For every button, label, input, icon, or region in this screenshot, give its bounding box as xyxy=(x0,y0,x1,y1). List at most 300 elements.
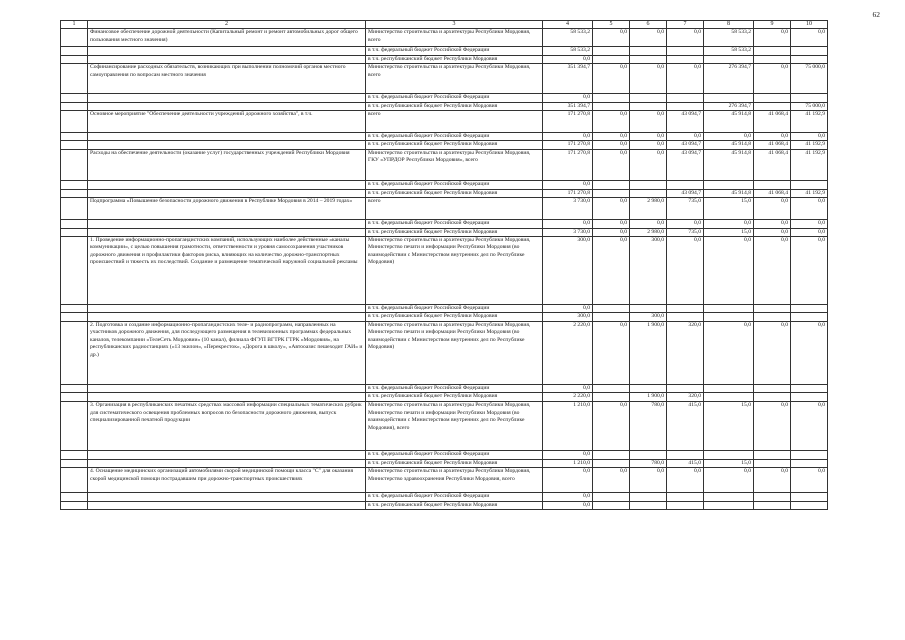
amount-cell xyxy=(754,451,791,459)
amount-cell xyxy=(704,501,754,509)
executor-cell: всего xyxy=(366,111,543,133)
table-row xyxy=(61,313,828,321)
executor-cell: Министерство строительства и архитектуры Республики Мордовия, Министерство печати и информации Республики Мордовия (во взаимодействии с Министерством внутренних дел по Республике Мордовия) xyxy=(366,321,543,384)
amount-cell xyxy=(667,94,704,102)
executor-cell: в т.ч. федеральный бюджет Российской Федерации xyxy=(366,180,543,189)
amount-cell xyxy=(791,180,828,189)
activity-name-cell: 3. Организация в республиканских печатных средствах массовой информации специальных тематических рубрик для систематического освещения проблемных вопросов по безопасности дорожного движения, выпуск специализированной печатной продукции xyxy=(88,402,366,451)
amount-cell xyxy=(667,451,704,459)
amount-cell: 0,0 xyxy=(593,228,630,236)
amount-cell: 0,0 xyxy=(791,220,828,228)
header-cell: 5 xyxy=(593,21,630,29)
amount-cell: 0,0 xyxy=(543,305,593,313)
table-row xyxy=(61,220,828,228)
amount-cell xyxy=(630,384,667,392)
amount-cell: 2 980,0 xyxy=(630,228,667,236)
amount-cell xyxy=(630,501,667,509)
amount-cell: 0,0 xyxy=(704,237,754,305)
amount-cell xyxy=(630,94,667,102)
amount-cell: 0,0 xyxy=(791,402,828,451)
amount-cell: 0,0 xyxy=(754,228,791,236)
executor-cell: Министерство строительства и архитектуры Республики Мордовия, Министерство здравоохранения Республики Мордовия, всего xyxy=(366,468,543,493)
row-number-cell xyxy=(61,501,88,509)
amount-cell: 300,0 xyxy=(543,237,593,305)
amount-cell: 1 900,0 xyxy=(630,393,667,402)
table-row xyxy=(61,468,828,493)
amount-cell: 41 192,9 xyxy=(791,111,828,133)
header-cell: 4 xyxy=(543,21,593,29)
amount-cell xyxy=(791,493,828,501)
activity-name-cell xyxy=(88,133,366,141)
amount-cell: 1 900,0 xyxy=(630,321,667,384)
amount-cell xyxy=(667,180,704,189)
amount-cell xyxy=(754,384,791,392)
amount-cell xyxy=(630,180,667,189)
amount-cell: 43 094,7 xyxy=(667,149,704,180)
executor-cell: в т.ч. республиканский бюджет Республики Мордовия xyxy=(366,313,543,321)
amount-cell xyxy=(593,313,630,321)
row-number-cell xyxy=(61,102,88,110)
row-number-cell xyxy=(61,149,88,180)
page-number: 62 xyxy=(872,10,880,19)
activity-name-cell xyxy=(88,102,366,110)
table-row xyxy=(61,55,828,63)
amount-cell xyxy=(754,55,791,63)
amount-cell xyxy=(754,180,791,189)
amount-cell: 0,0 xyxy=(754,29,791,47)
row-number-cell xyxy=(61,133,88,141)
activity-name-cell: Финансовое обеспечение дорожной деятельности (Капитальный ремонт и ремонт автомобильных дорог общего пользования местного значения) xyxy=(88,29,366,47)
amount-cell: 58 533,2 xyxy=(543,47,593,55)
amount-cell xyxy=(754,102,791,110)
amount-cell: 1 210,0 xyxy=(543,402,593,451)
amount-cell xyxy=(791,393,828,402)
amount-cell: 0,0 xyxy=(791,321,828,384)
amount-cell: 3 730,0 xyxy=(543,228,593,236)
amount-cell: 300,0 xyxy=(630,313,667,321)
amount-cell: 171 270,8 xyxy=(543,111,593,133)
amount-cell: 0,0 xyxy=(630,149,667,180)
activity-name-cell xyxy=(88,501,366,509)
executor-cell: Министерство строительства и архитектуры Республики Мордовия, всего xyxy=(366,64,543,94)
amount-cell xyxy=(791,305,828,313)
table-row xyxy=(61,111,828,133)
amount-cell: 320,0 xyxy=(667,393,704,402)
table-row xyxy=(61,501,828,509)
amount-cell xyxy=(667,305,704,313)
amount-cell xyxy=(593,493,630,501)
amount-cell xyxy=(593,451,630,459)
amount-cell xyxy=(754,47,791,55)
table-row xyxy=(61,64,828,94)
activity-name-cell: 1. Проведение информационно-пропагандистских компаний, использующих наиболее действенные «каналы коммуникации», с целью повышения грамотности, ответственности и уровня самосохранения участников дорожного движения и профилактики факторов риска, влияющих на количество дорожно-транспортных происшествий и тяжесть их последствий. Создание и размещение тематической наружной социальной рекламы xyxy=(88,237,366,305)
amount-cell xyxy=(704,451,754,459)
activity-name-cell: Подпрограмма «Повышение безопасности дорожного движения в Республике Мордовия в 2014 – 2019 годах» xyxy=(88,198,366,220)
amount-cell: 41 068,4 xyxy=(754,149,791,180)
amount-cell: 0,0 xyxy=(704,220,754,228)
amount-cell: 0,0 xyxy=(754,220,791,228)
row-number-cell xyxy=(61,189,88,197)
activity-name-cell xyxy=(88,141,366,149)
amount-cell: 0,0 xyxy=(791,228,828,236)
amount-cell: 0,0 xyxy=(593,321,630,384)
executor-cell: в т.ч. федеральный бюджет Российской Федерации xyxy=(366,94,543,102)
row-number-cell xyxy=(61,198,88,220)
amount-cell xyxy=(630,189,667,197)
header-cell: 2 xyxy=(88,21,366,29)
row-number-cell xyxy=(61,180,88,189)
amount-cell xyxy=(791,451,828,459)
amount-cell: 58 533,2 xyxy=(543,29,593,47)
amount-cell: 0,0 xyxy=(704,133,754,141)
amount-cell xyxy=(593,180,630,189)
amount-cell xyxy=(754,501,791,509)
amount-cell xyxy=(791,459,828,467)
executor-cell: в т.ч. республиканский бюджет Республики Мордовия xyxy=(366,228,543,236)
amount-cell: 15,0 xyxy=(704,228,754,236)
amount-cell xyxy=(593,94,630,102)
amount-cell: 171 270,8 xyxy=(543,189,593,197)
amount-cell: 0,0 xyxy=(791,468,828,493)
amount-cell: 0,0 xyxy=(593,133,630,141)
amount-cell xyxy=(791,313,828,321)
amount-cell: 43 094,7 xyxy=(667,141,704,149)
executor-cell: в т.ч. республиканский бюджет Республики Мордовия xyxy=(366,501,543,509)
amount-cell: 0,0 xyxy=(667,29,704,47)
row-number-cell xyxy=(61,237,88,305)
amount-cell: 43 094,7 xyxy=(667,189,704,197)
amount-cell xyxy=(791,384,828,392)
executor-cell: в т.ч. федеральный бюджет Российской Федерации xyxy=(366,305,543,313)
amount-cell xyxy=(704,305,754,313)
row-number-cell xyxy=(61,393,88,402)
amount-cell xyxy=(593,305,630,313)
row-number-cell xyxy=(61,111,88,133)
activity-name-cell xyxy=(88,459,366,467)
amount-cell: 58 533,2 xyxy=(704,47,754,55)
executor-cell: в т.ч. федеральный бюджет Российской Федерации xyxy=(366,384,543,392)
amount-cell: 0,0 xyxy=(630,220,667,228)
amount-cell xyxy=(754,94,791,102)
table-row xyxy=(61,189,828,197)
amount-cell: 2 980,0 xyxy=(630,198,667,220)
header-row xyxy=(61,21,828,29)
amount-cell: 0,0 xyxy=(791,29,828,47)
amount-cell: 0,0 xyxy=(593,220,630,228)
amount-cell: 45 914,8 xyxy=(704,111,754,133)
amount-cell: 0,0 xyxy=(543,180,593,189)
amount-cell xyxy=(754,493,791,501)
executor-cell: в т.ч. республиканский бюджет Республики Мордовия xyxy=(366,55,543,63)
amount-cell: 0,0 xyxy=(543,384,593,392)
amount-cell: 0,0 xyxy=(593,64,630,94)
row-number-cell xyxy=(61,228,88,236)
amount-cell: 43 094,7 xyxy=(667,111,704,133)
amount-cell xyxy=(667,501,704,509)
amount-cell xyxy=(630,55,667,63)
amount-cell: 0,0 xyxy=(791,237,828,305)
row-number-cell xyxy=(61,305,88,313)
executor-cell: в т.ч. федеральный бюджет Российской Федерации xyxy=(366,451,543,459)
activity-name-cell: Софинансирование расходных обязательств, возникающих при выполнении полномочий органов местного самоуправления по вопросам местного значения xyxy=(88,64,366,94)
amount-cell: 0,0 xyxy=(704,321,754,384)
amount-cell: 0,0 xyxy=(543,55,593,63)
amount-cell: 2 220,0 xyxy=(543,393,593,402)
activity-name-cell xyxy=(88,451,366,459)
executor-cell: Министерство строительства и архитектуры Республики Мордовия, Министерство печати и информации Республики Мордовия (во взаимодействии с Министерством внутренних дел по Республике Мордовия), всего xyxy=(366,402,543,451)
amount-cell xyxy=(754,393,791,402)
amount-cell: 0,0 xyxy=(754,321,791,384)
amount-cell xyxy=(593,189,630,197)
amount-cell: 0,0 xyxy=(593,111,630,133)
amount-cell xyxy=(630,47,667,55)
table-row xyxy=(61,133,828,141)
activity-name-cell xyxy=(88,228,366,236)
header-cell: 3 xyxy=(366,21,543,29)
amount-cell: 0,0 xyxy=(791,198,828,220)
table-row xyxy=(61,180,828,189)
amount-cell: 0,0 xyxy=(667,64,704,94)
activity-name-cell: Основное мероприятие "Обеспечение деятельности учреждений дорожного хозяйства", в т.ч. xyxy=(88,111,366,133)
header-cell: 10 xyxy=(791,21,828,29)
amount-cell: 75 000,0 xyxy=(791,102,828,110)
activity-name-cell xyxy=(88,189,366,197)
activity-name-cell xyxy=(88,47,366,55)
amount-cell: 0,0 xyxy=(791,133,828,141)
amount-cell xyxy=(754,313,791,321)
amount-cell: 276 394,7 xyxy=(704,102,754,110)
amount-cell xyxy=(791,55,828,63)
executor-cell: в т.ч. федеральный бюджет Российской Федерации xyxy=(366,133,543,141)
executor-cell: в т.ч. федеральный бюджет Российской Федерации xyxy=(366,47,543,55)
amount-cell: 171 270,8 xyxy=(543,141,593,149)
amount-cell: 415,0 xyxy=(667,459,704,467)
executor-cell: в т.ч. федеральный бюджет Российской Федерации xyxy=(366,220,543,228)
row-number-cell xyxy=(61,29,88,47)
budget-table xyxy=(60,20,828,510)
amount-cell xyxy=(704,313,754,321)
amount-cell xyxy=(667,47,704,55)
table-row xyxy=(61,237,828,305)
table-row xyxy=(61,94,828,102)
amount-cell: 0,0 xyxy=(593,237,630,305)
amount-cell xyxy=(704,393,754,402)
amount-cell xyxy=(667,55,704,63)
amount-cell xyxy=(593,102,630,110)
activity-name-cell xyxy=(88,384,366,392)
row-number-cell xyxy=(61,402,88,451)
amount-cell xyxy=(630,102,667,110)
amount-cell: 0,0 xyxy=(754,198,791,220)
activity-name-cell xyxy=(88,180,366,189)
amount-cell xyxy=(704,94,754,102)
row-number-cell xyxy=(61,64,88,94)
amount-cell: 0,0 xyxy=(754,64,791,94)
table-row xyxy=(61,321,828,384)
amount-cell: 0,0 xyxy=(630,111,667,133)
amount-cell: 780,0 xyxy=(630,459,667,467)
executor-cell: Министерство строительства и архитектуры Республики Мордовия, всего xyxy=(366,29,543,47)
amount-cell xyxy=(630,305,667,313)
amount-cell: 300,0 xyxy=(630,237,667,305)
amount-cell: 0,0 xyxy=(630,468,667,493)
amount-cell: 41 192,9 xyxy=(791,149,828,180)
amount-cell xyxy=(791,501,828,509)
amount-cell: 45 914,8 xyxy=(704,189,754,197)
amount-cell xyxy=(593,501,630,509)
amount-cell: 15,0 xyxy=(704,198,754,220)
amount-cell: 300,0 xyxy=(543,313,593,321)
amount-cell: 780,0 xyxy=(630,402,667,451)
amount-cell: 0,0 xyxy=(543,501,593,509)
amount-cell xyxy=(593,55,630,63)
amount-cell: 0,0 xyxy=(593,29,630,47)
table-row xyxy=(61,141,828,149)
row-number-cell xyxy=(61,459,88,467)
amount-cell xyxy=(704,55,754,63)
executor-cell: в т.ч. федеральный бюджет Российской Федерации xyxy=(366,493,543,501)
amount-cell xyxy=(791,47,828,55)
row-number-cell xyxy=(61,94,88,102)
row-number-cell xyxy=(61,451,88,459)
amount-cell xyxy=(630,451,667,459)
amount-cell: 0,0 xyxy=(593,141,630,149)
table-row xyxy=(61,149,828,180)
amount-cell: 0,0 xyxy=(593,468,630,493)
amount-cell: 0,0 xyxy=(667,133,704,141)
amount-cell: 0,0 xyxy=(630,64,667,94)
table-row xyxy=(61,493,828,501)
row-number-cell xyxy=(61,47,88,55)
table-row xyxy=(61,402,828,451)
amount-cell: 41 068,4 xyxy=(754,189,791,197)
amount-cell xyxy=(667,313,704,321)
header-cell: 8 xyxy=(704,21,754,29)
amount-cell xyxy=(704,384,754,392)
amount-cell: 0,0 xyxy=(704,468,754,493)
amount-cell: 320,0 xyxy=(667,321,704,384)
activity-name-cell: 4. Оснащение медицинских организаций автомобилями скорой медицинской помощи класса "С" для оказания скорой медицинской помощи пострадавшим при дорожно-транспортных происшествиях xyxy=(88,468,366,493)
amount-cell: 351 394,7 xyxy=(543,102,593,110)
amount-cell: 0,0 xyxy=(754,468,791,493)
row-number-cell xyxy=(61,468,88,493)
amount-cell: 0,0 xyxy=(754,402,791,451)
amount-cell: 351 394,7 xyxy=(543,64,593,94)
table-row xyxy=(61,305,828,313)
amount-cell xyxy=(630,493,667,501)
executor-cell: всего xyxy=(366,198,543,220)
activity-name-cell: 2. Подготовка и создание информационно-пропагандистских теле- и радиопрограмм, направленных на участников дорожного движения, для последующего размещения в телевизионных программах федеральных каналов, телекомпании «ТелеСеть Мордовии» (10 канал), филиала ФГУП ВГТРК ГТРК «Мордовия», на республиканских радиостанциях («13 экилон», «Перекресток», «Дорога в школу», «Автооазис пешеходит ГАИ» и др.) xyxy=(88,321,366,384)
amount-cell: 1 210,0 xyxy=(543,459,593,467)
table-row xyxy=(61,393,828,402)
row-number-cell xyxy=(61,141,88,149)
amount-cell: 415,0 xyxy=(667,402,704,451)
amount-cell: 75 000,0 xyxy=(791,64,828,94)
amount-cell xyxy=(754,459,791,467)
amount-cell xyxy=(754,305,791,313)
amount-cell xyxy=(593,459,630,467)
amount-cell: 0,0 xyxy=(630,141,667,149)
amount-cell xyxy=(667,493,704,501)
table-row xyxy=(61,47,828,55)
amount-cell xyxy=(791,94,828,102)
amount-cell xyxy=(593,393,630,402)
activity-name-cell xyxy=(88,313,366,321)
amount-cell: 0,0 xyxy=(543,133,593,141)
row-number-cell xyxy=(61,55,88,63)
amount-cell: 0,0 xyxy=(630,133,667,141)
amount-cell: 0,0 xyxy=(754,237,791,305)
amount-cell: 41 068,4 xyxy=(754,141,791,149)
table-row xyxy=(61,29,828,47)
executor-cell: в т.ч. республиканский бюджет Республики Мордовия xyxy=(366,459,543,467)
amount-cell: 2 220,0 xyxy=(543,321,593,384)
amount-cell: 276 394,7 xyxy=(704,64,754,94)
amount-cell: 0,0 xyxy=(667,468,704,493)
activity-name-cell xyxy=(88,55,366,63)
amount-cell: 15,0 xyxy=(704,402,754,451)
executor-cell: Министерство строительства и архитектуры Республики Мордовия, Министерство печати и информации Республики Мордовия (во взаимодействии с Министерством внутренних дел по Республике Мордовия) xyxy=(366,237,543,305)
table-row xyxy=(61,384,828,392)
table-row xyxy=(61,459,828,467)
table-row xyxy=(61,102,828,110)
amount-cell: 0,0 xyxy=(754,133,791,141)
amount-cell xyxy=(704,180,754,189)
table-row xyxy=(61,451,828,459)
amount-cell: 15,0 xyxy=(704,459,754,467)
executor-cell: Министерство строительства и архитектуры Республики Мордовия, ГКУ «УПРДОР Республики Мордовия», всего xyxy=(366,149,543,180)
row-number-cell xyxy=(61,313,88,321)
table-row xyxy=(61,228,828,236)
table-row xyxy=(61,198,828,220)
header-cell: 9 xyxy=(754,21,791,29)
executor-cell: в т.ч. республиканский бюджет Республики Мордовия xyxy=(366,393,543,402)
row-number-cell xyxy=(61,384,88,392)
amount-cell: 41 068,4 xyxy=(754,111,791,133)
activity-name-cell: Расходы на обеспечение деятельности (оказание услуг) государственных учреждений Республики Мордовия xyxy=(88,149,366,180)
activity-name-cell xyxy=(88,220,366,228)
amount-cell xyxy=(704,493,754,501)
amount-cell xyxy=(667,384,704,392)
amount-cell xyxy=(593,384,630,392)
header-cell: 6 xyxy=(630,21,667,29)
amount-cell: 735,0 xyxy=(667,228,704,236)
amount-cell: 0,0 xyxy=(593,149,630,180)
amount-cell: 0,0 xyxy=(667,220,704,228)
amount-cell: 735,0 xyxy=(667,198,704,220)
executor-cell: в т.ч. республиканский бюджет Республики Мордовия xyxy=(366,102,543,110)
amount-cell: 41 192,9 xyxy=(791,141,828,149)
amount-cell: 0,0 xyxy=(543,468,593,493)
amount-cell: 0,0 xyxy=(593,198,630,220)
row-number-cell xyxy=(61,220,88,228)
executor-cell: в т.ч. республиканский бюджет Республики Мордовия xyxy=(366,189,543,197)
amount-cell: 58 533,2 xyxy=(704,29,754,47)
amount-cell: 3 730,0 xyxy=(543,198,593,220)
amount-cell: 0,0 xyxy=(543,451,593,459)
executor-cell: в т.ч. республиканский бюджет Республики Мордовия xyxy=(366,141,543,149)
activity-name-cell xyxy=(88,94,366,102)
activity-name-cell xyxy=(88,393,366,402)
amount-cell: 0,0 xyxy=(630,29,667,47)
amount-cell: 171 270,8 xyxy=(543,149,593,180)
row-number-cell xyxy=(61,493,88,501)
amount-cell: 0,0 xyxy=(667,237,704,305)
amount-cell: 0,0 xyxy=(543,220,593,228)
header-cell: 7 xyxy=(667,21,704,29)
amount-cell: 0,0 xyxy=(593,402,630,451)
header-cell: 1 xyxy=(61,21,88,29)
